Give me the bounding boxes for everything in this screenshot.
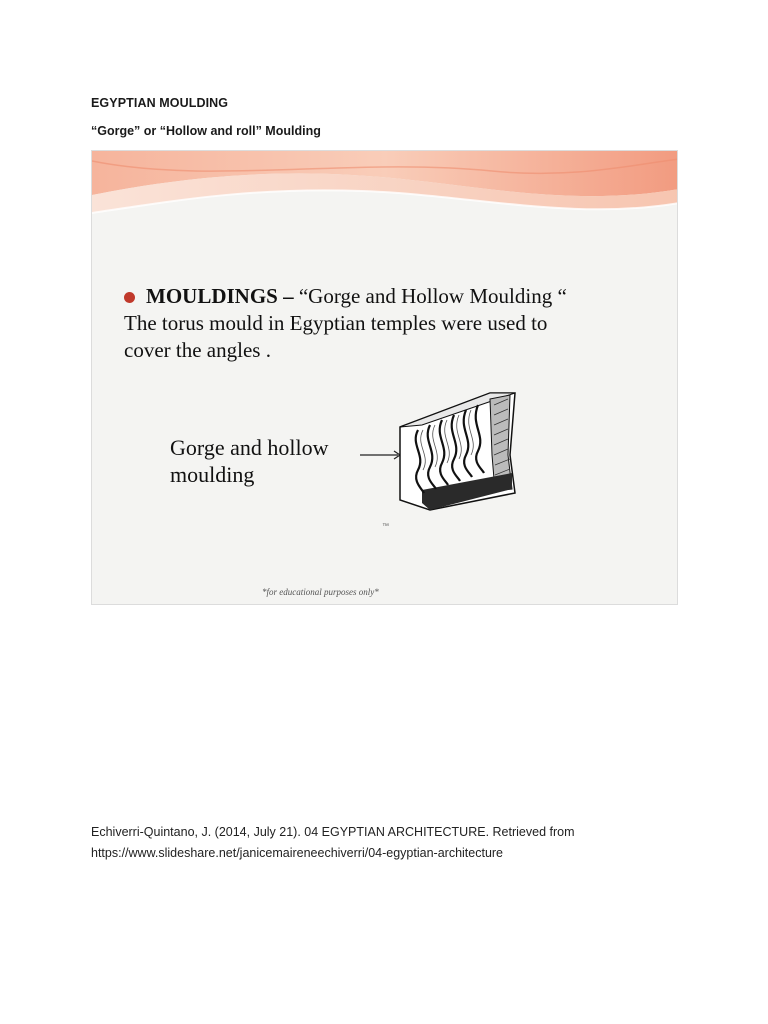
stray-mark: ™ (382, 523, 389, 530)
bullet-dot-icon (124, 292, 135, 303)
document-heading: EGYPTIAN MOULDING (91, 96, 229, 110)
slide-wave-decoration (92, 151, 678, 231)
bullet-point (124, 283, 664, 364)
bullet-line-2: The torus mould in Egyptian temples were used to (124, 311, 548, 335)
slide-image (91, 150, 678, 605)
gorge-label-line-2: moulding (170, 462, 255, 487)
bullet-heading: MOULDINGS – (146, 284, 299, 308)
gorge-label (170, 434, 370, 488)
citation (91, 822, 711, 864)
document-subheading: “Gorge” or “Hollow and roll” Moulding (91, 124, 321, 138)
bullet-quote: “Gorge and Hollow Moulding “ (298, 284, 567, 308)
moulding-sketch-icon (360, 385, 520, 515)
bullet-line-3: cover the angles . (124, 338, 271, 362)
gorge-label-line-1: Gorge and hollow (170, 435, 329, 460)
citation-url: https://www.slideshare.net/janicemaireneechiverri/04-egyptian-architecture (91, 846, 504, 860)
slide-footnote: *for educational purposes only* (262, 587, 379, 597)
citation-line-1: Echiverri-Quintano, J. (2014, July 21). 04 EGYPTIAN ARCHITECTURE. Retrieved from (91, 825, 575, 839)
